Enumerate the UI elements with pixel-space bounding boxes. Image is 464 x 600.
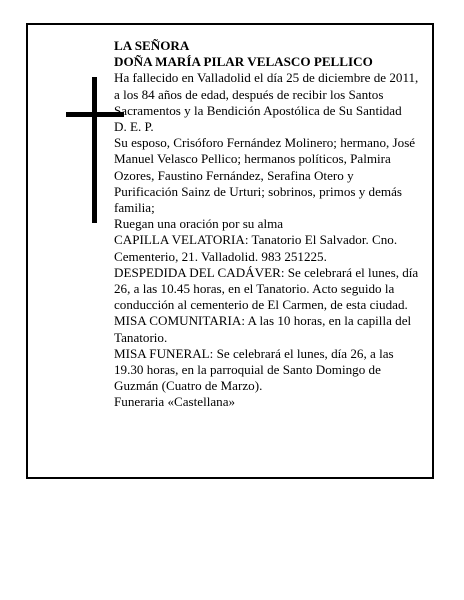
deceased-name: DOÑA MARÍA PILAR VELASCO PELLICO [114, 54, 373, 70]
farewell-details: DESPEDIDA DEL CADÁVER: Se celebrará el lunes, día 26, a las 10.45 horas, en el Tanatorio. Acto seguido la conducción al cementerio de El Carmen, de esta ciudad. [114, 264, 419, 313]
rest-in-peace: D. E. P. [114, 119, 154, 135]
community-mass-details: MISA COMUNITARIA: A las 10 horas, en la capilla del Tanatorio. [114, 313, 412, 345]
funeral-home: Funeraria «Castellana» [114, 394, 236, 410]
funeral-mass-details: MISA FUNERAL: Se celebrará el lunes, día 26, a las 19.30 horas, en la parroquial de Santo Domingo de Guzmán (Cuatro de Marzo). [114, 345, 394, 394]
prayer-request: Ruegan una oración por su alma [114, 216, 284, 232]
cross-vertical-bar [92, 77, 97, 223]
family-mourners: Su esposo, Crisóforo Fernández Molinero; hermano, José Manuel Velasco Pellico; hermanos políticos, Palmira Ozores, Faustino Fernández, Serafina Otero y Purificación Sainz de Urturi; sobrinos, primos y demás familia; [114, 135, 416, 216]
obituary-text [114, 38, 420, 411]
notice-title: LA SEÑORA [114, 38, 190, 53]
chapel-details: CAPILLA VELATORIA: Tanatorio El Salvador. Cno. Cementerio, 21. Valladolid. 983 251225. [114, 232, 398, 264]
death-announcement: Ha fallecido en Valladolid el día 25 de diciembre de 2011, a los 84 años de edad, después de recibir los Santos Sacramentos y la Bendición Apostólica de Su Santidad [114, 70, 419, 118]
